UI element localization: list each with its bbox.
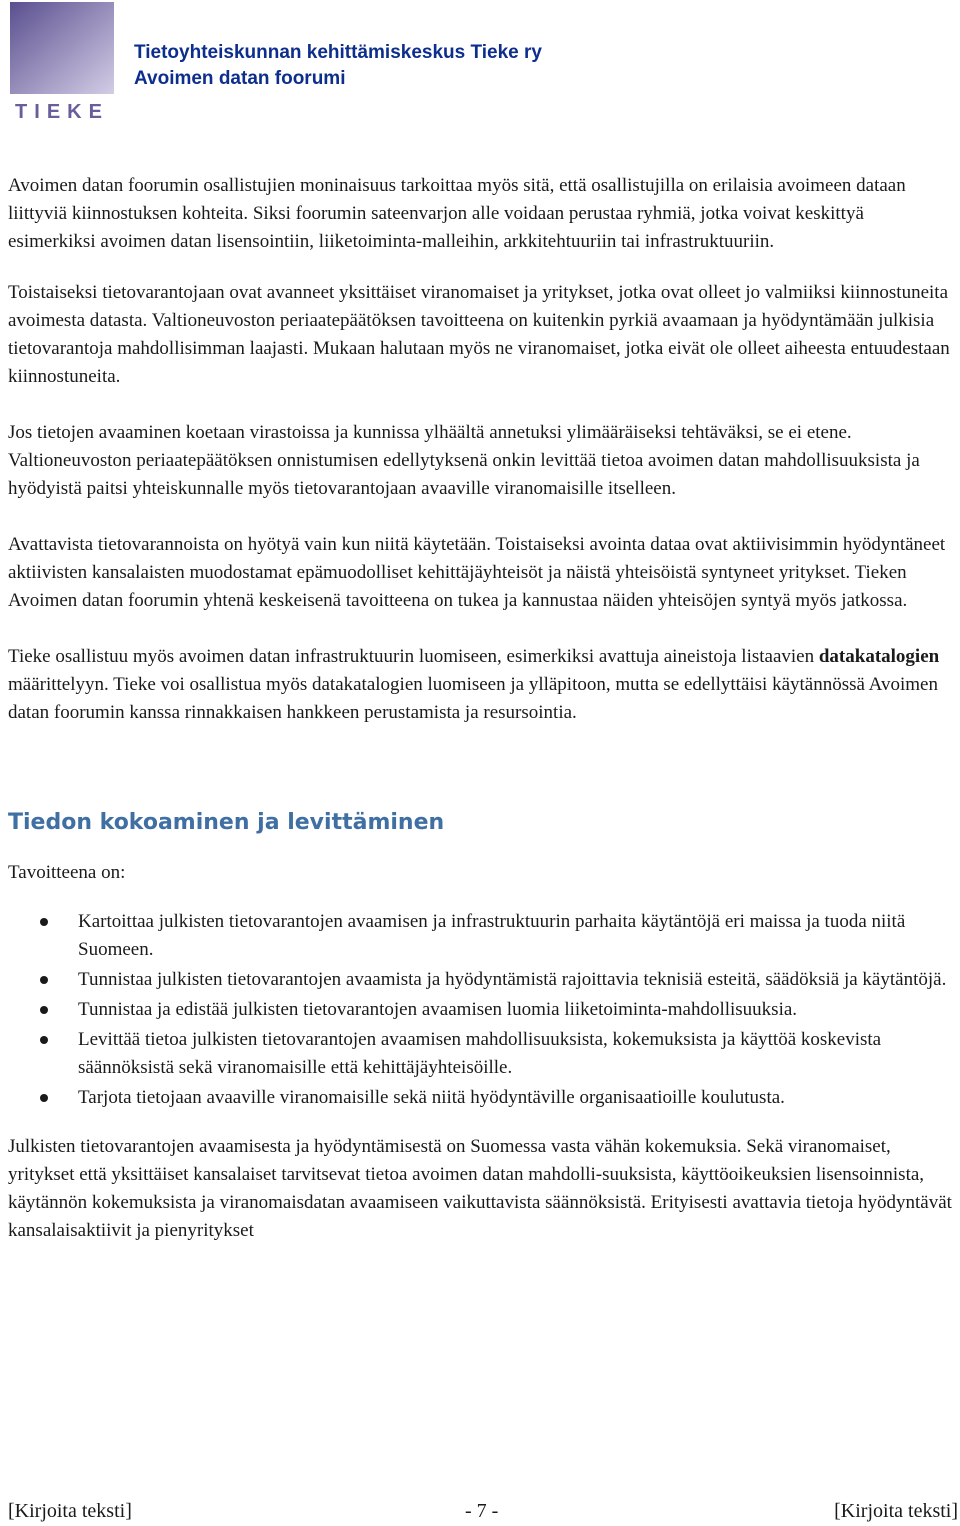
closing-paragraph: Julkisten tietovarantojen avaamisesta ja hyödyntämisestä on Suomessa vasta vähän kokemuksia. Sekä viranomaiset, yritykset että yksittäiset kansalaiset tarvitsevat tietoa avoimen datan mahdolli-suuksista, käyttöoikeuksien lisensoinnista, käytännön kokemuksista ja viranomaisdatan avaamiseen vaikuttavista säännöksistä. Erityisesti avattavia tietoja hyödyntävät kansalaisaktiivit ja pienyritykset [8,1136,952,1241]
datacatalog-paragraph [8,643,952,727]
list-item-text: Levittää tietoa julkisten tietovarantojen avaamisen mahdollisuuksista, kokemuksista ja käyttöä koskevista säännöksistä sekä viranomaisille että kehittäjäyhteisöille. [78,1029,882,1078]
list-item [8,996,952,1024]
paragraph: Avattavista tietovarannoista on hyötyä vain kun niitä käytetään. Toistaiseksi avointa dataa ovat aktiivisimmin hyödyntäneet aktiivisten kansalaisten muodostamat epämuodolliset kehittäjäyhteisöt ja näistä yhteisöistä syntyneet yritykset. Tieken Avoimen datan foorumin yhtenä keskeisenä tavoitteena on tukea ja kannustaa näiden yhteisöjen syntyä myös jatkossa. [8,534,946,611]
list-item-text: Tunnistaa julkisten tietovarantojen avaamista ja hyödyntämistä rajoittavia teknisiä esteitä, säädöksiä ja käytäntöjä. [78,969,947,990]
tieke-logo [10,2,114,122]
list-item-text: Tarjota tietojaan avaaville viranomaisille sekä niitä hyödyntäville organisaatioille koulutusta. [78,1087,785,1108]
bullet-icon [40,976,48,984]
paragraph: Jos tietojen avaaminen koetaan virastoissa ja kunnissa ylhäältä annetuksi ylimääräiseksi tehtäväksi, se ei etene. Valtioneuvoston periaatepäätöksen onnistumisen edellytyksenä onkin levittää tietoa avoimen datan mahdollisuuksista ja hyödyistä paitsi yhteiskunnalle myös tietovarantojaan avaaville viranomaisille itselleen. [8,422,920,499]
list-item [8,1026,952,1082]
bold-term: datakatalogien [818,646,940,667]
bullet-icon [40,918,48,926]
bullet-icon [40,1006,48,1014]
paragraph-text: Tieke osallistuu myös avoimen datan infrastruktuurin luomiseen, esimerkiksi avattuja aineistoja listaavien [8,646,819,667]
list-item-text: Kartoittaa julkisten tietovarantojen avaamisen ja infrastruktuurin parhaita käytäntöjä eri maissa ja tuoda niitä Suomeen. [78,911,906,960]
goal-list [8,908,952,1112]
section-heading: Tiedon kokoaminen ja levittäminen [8,810,445,835]
footer-right-placeholder[interactable]: [Kirjoita teksti] [834,1500,958,1522]
bullet-icon [40,1036,48,1044]
paragraph: Avoimen datan foorumin osallistujien moninaisuus tarkoittaa myös sitä, että osallistujilla on erilaisia avoimeen dataan liittyviä kiinnostuksen kohteita. Siksi foorumin sateenvarjon alle voidaan perustaa ryhmiä, jotka voivat keskittyä esimerkiksi avoimen datan lisensointiin, liiketoiminta-malleihin, arkkitehtuuriin tai infrastruktuuriin. [8,175,906,252]
bullet-icon [40,1094,48,1102]
paragraph: Toistaiseksi tietovarantojaan ovat avanneet yksittäiset viranomaiset ja yritykset, jotka ovat olleet jo valmiiksi kiinnostuneita avoimesta datasta. Valtioneuvoston periaatepäätöksen tavoitteena on kuitenkin pyrkiä avaamaan ja hyödyntämään julkisia tietovarantoja mahdollisimman laajasti. Mukaan halutaan myös ne viranomaiset, jotka eivät ole olleet aiheesta entuudestaan kiinnostuneita. [8,282,950,387]
page-number: - 7 - [465,1500,499,1522]
list-item [8,1084,952,1112]
list-item [8,908,952,964]
page-header [10,2,950,122]
goal-intro: Tavoitteena on: [8,862,126,883]
logo-text: TIEKE [15,101,109,122]
header-title [134,40,542,92]
forum-name: Avoimen datan foorumi [134,68,346,89]
document-body [8,172,952,1273]
org-name: Tietoyhteiskunnan kehittämiskeskus Tieke ry [134,42,542,63]
page-footer [8,1496,958,1526]
list-item [8,966,952,994]
list-item-text: Tunnistaa ja edistää julkisten tietovarantojen avaamisen luomia liiketoiminta-mahdollisuuksia. [78,999,798,1020]
paragraph-text: määrittelyyn. Tieke voi osallistua myös datakatalogien luomiseen ja ylläpitoon, mutta se edellyttäisi käytännössä Avoimen datan foorumin kanssa rinnakkaisen hankkeen perustamista ja resursointia. [8,674,938,723]
footer-left-placeholder[interactable]: [Kirjoita teksti] [8,1500,132,1522]
